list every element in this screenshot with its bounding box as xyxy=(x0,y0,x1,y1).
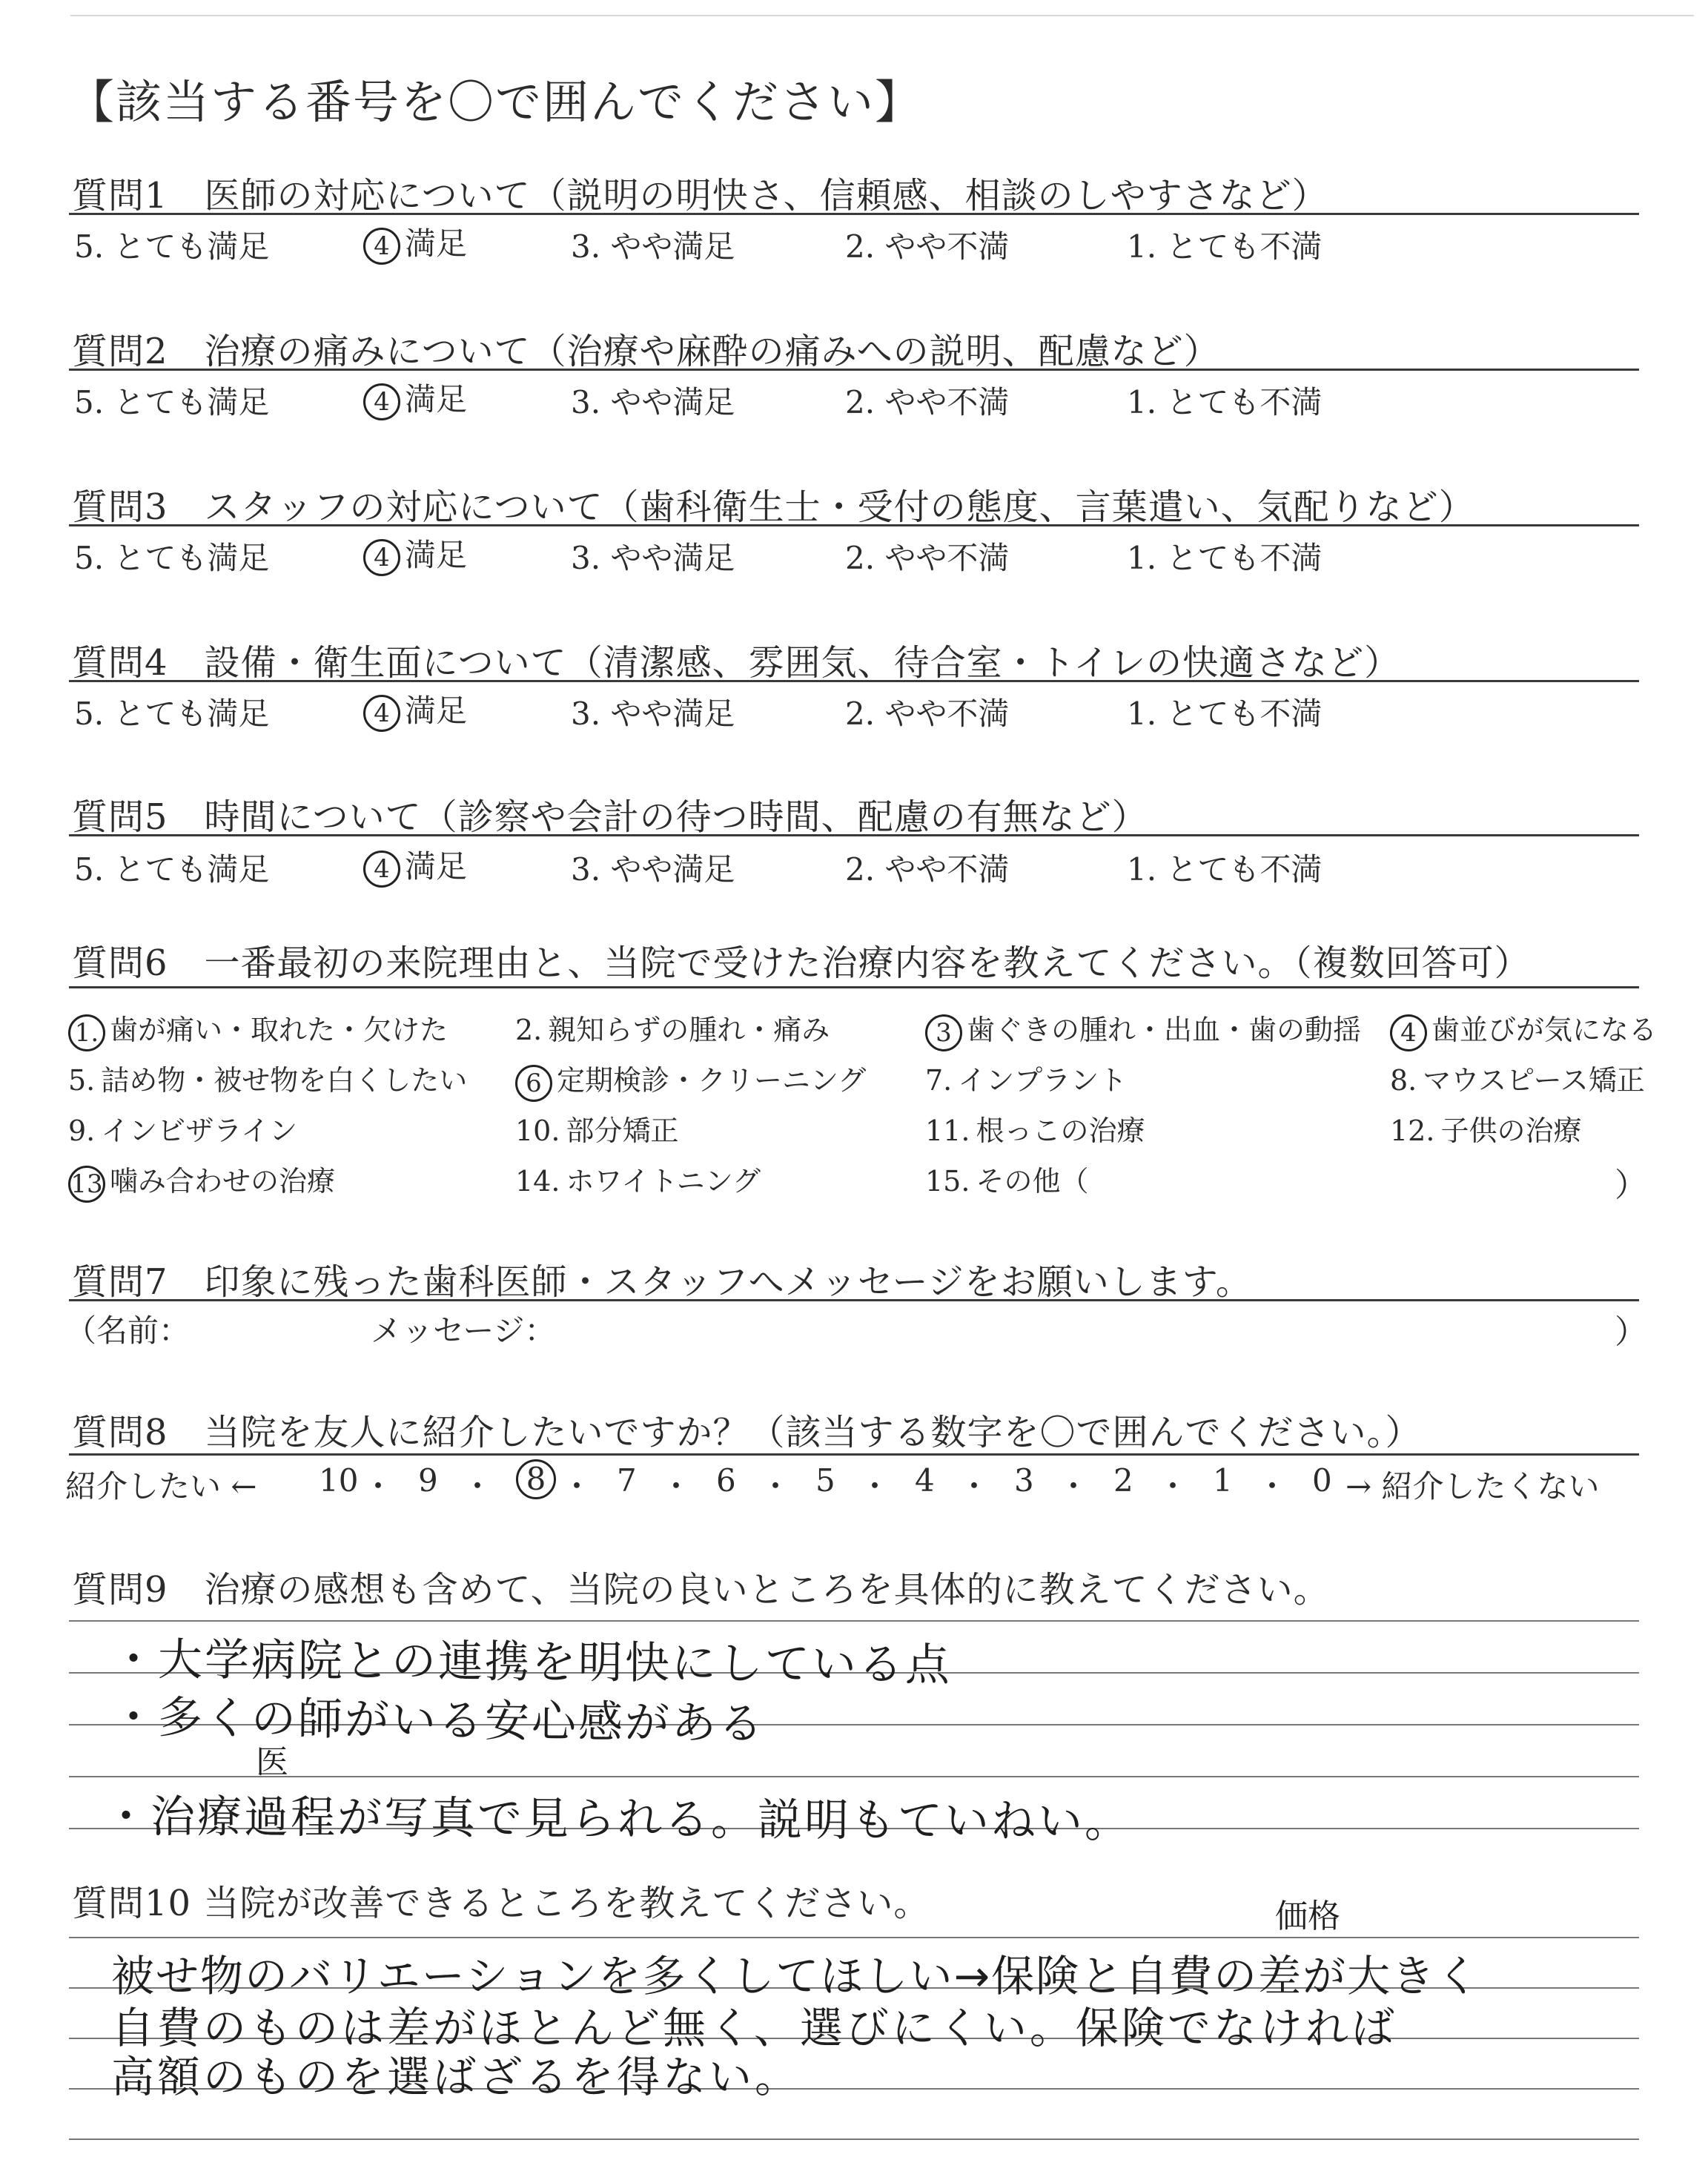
q8-scale-8-selected[interactable]: 8 xyxy=(516,1459,556,1499)
q6-option-1-selected[interactable] xyxy=(68,1007,448,1051)
q10-annotation: 価格 xyxy=(1275,1898,1340,1935)
q8-scale-4[interactable]: 4 xyxy=(915,1462,935,1499)
q2-option-3[interactable]: 3. やや満足 xyxy=(571,384,735,420)
q6-option-12[interactable] xyxy=(1390,1108,1581,1149)
q6-option-3-selected[interactable] xyxy=(925,1007,1361,1051)
q6-rule xyxy=(69,986,1639,988)
q7-name-label: （名前： xyxy=(65,1312,191,1349)
q8-scale-separator: ・ xyxy=(1257,1468,1288,1505)
q6-option-6-selected[interactable] xyxy=(515,1057,866,1102)
q4-rule xyxy=(69,680,1639,682)
option-label: 歯ぐきの腫れ・出血・歯の動揺 xyxy=(967,1014,1362,1046)
selection-circle: 4 xyxy=(363,383,400,420)
q4-option-4-selected[interactable] xyxy=(363,687,467,732)
q10-answer-1: 被せ物のバリエーションを多くしてほしい→保険と自費の差が大きく xyxy=(111,1951,1481,2001)
q9-answer-1: ・大学病院との連携を明快にしている点 xyxy=(110,1634,953,1691)
q6-option-7[interactable] xyxy=(925,1057,1127,1098)
q8-scale-2[interactable]: 2 xyxy=(1113,1462,1133,1499)
page-title: 【該当する番号を〇で囲んでください】 xyxy=(68,75,923,129)
q3-heading: 質問3 スタッフの対応について（歯科衛生士・受付の態度、言葉遣い、気配りなど） xyxy=(72,486,1475,528)
q5-heading: 質問5 時間について（診察や会計の待つ時間、配慮の有無など） xyxy=(72,796,1148,838)
top-border xyxy=(70,15,1694,16)
option-label: インプラント xyxy=(958,1064,1128,1097)
option-number: 8. xyxy=(1390,1064,1417,1097)
q2-option-5[interactable]: 5. とても満足 xyxy=(74,384,270,420)
q6-other-close: ） xyxy=(1615,1166,1647,1204)
q2-heading: 質問2 治療の痛みについて（治療や麻酔の痛みへの説明、配慮など） xyxy=(72,331,1220,372)
option-number: 12. xyxy=(1390,1114,1435,1147)
q8-scale-9[interactable]: 9 xyxy=(418,1462,438,1499)
option-number: 5. xyxy=(68,1064,96,1097)
q5-option-2[interactable]: 2. やや不満 xyxy=(845,851,1010,888)
q5-rule xyxy=(69,834,1639,836)
option-label: その他（ xyxy=(976,1165,1089,1198)
q8-scale-separator: ・ xyxy=(859,1468,891,1505)
q7-rule xyxy=(69,1299,1639,1301)
option-label: 噛み合わせの治療 xyxy=(110,1165,336,1198)
option-label: 定期検診・クリーニング xyxy=(557,1064,867,1097)
option-number: 11. xyxy=(925,1114,970,1147)
q7-message-label: メッセージ： xyxy=(371,1312,556,1349)
option-label: 満足 xyxy=(405,225,468,262)
q6-option-10[interactable] xyxy=(515,1108,678,1149)
q3-option-5[interactable]: 5. とても満足 xyxy=(74,540,270,576)
q6-option-15[interactable] xyxy=(925,1158,1088,1199)
q6-option-14[interactable] xyxy=(515,1158,761,1199)
selection-circle: 1. xyxy=(68,1014,105,1051)
q5-option-4-selected[interactable] xyxy=(363,842,467,888)
q1-option-3[interactable]: 3. やや満足 xyxy=(571,228,735,265)
selection-circle: 4 xyxy=(363,539,400,576)
q1-option-4-selected[interactable] xyxy=(363,219,467,265)
selection-circle: 4 xyxy=(363,228,400,265)
q7-close: ） xyxy=(1615,1313,1647,1351)
q5-option-5[interactable]: 5. とても満足 xyxy=(74,851,270,888)
q2-option-1[interactable]: 1. とても不満 xyxy=(1127,384,1323,420)
q8-scale-1[interactable]: 1 xyxy=(1213,1462,1233,1499)
q6-option-13-selected[interactable] xyxy=(68,1158,335,1203)
q6-option-11[interactable] xyxy=(925,1108,1145,1149)
selection-circle: 6 xyxy=(515,1065,552,1102)
option-number: 10. xyxy=(515,1114,560,1147)
option-label: インビザライン xyxy=(101,1114,298,1147)
q9-heading: 質問9 治療の感想も含めて、当院の良いところを具体的に教えてください。 xyxy=(72,1569,1330,1611)
q5-option-3[interactable]: 3. やや満足 xyxy=(571,851,735,888)
q8-scale-3[interactable]: 3 xyxy=(1014,1462,1034,1499)
option-number: 2. xyxy=(515,1014,543,1046)
q8-left-label: 紹介したい ← xyxy=(65,1468,257,1505)
option-label: 満足 xyxy=(405,537,468,573)
q3-option-3[interactable]: 3. やや満足 xyxy=(571,540,735,576)
option-label: 詰め物・被せ物を白くしたい xyxy=(101,1064,468,1097)
option-label: 歯並びが気になる xyxy=(1431,1014,1658,1046)
q7-heading: 質問7 印象に残った歯科医師・スタッフへメッセージをお願いします。 xyxy=(72,1261,1252,1303)
selection-circle: 4 xyxy=(363,695,400,732)
option-number: 9. xyxy=(68,1114,96,1147)
option-number: 15. xyxy=(925,1165,970,1198)
option-label: 満足 xyxy=(405,693,468,729)
q1-option-5[interactable]: 5. とても満足 xyxy=(74,228,270,265)
q5-option-1[interactable]: 1. とても不満 xyxy=(1127,851,1323,888)
q6-option-2[interactable] xyxy=(515,1007,830,1048)
q8-scale-separator: ・ xyxy=(959,1468,990,1505)
q2-option-2[interactable]: 2. やや不満 xyxy=(845,384,1010,420)
q4-option-1[interactable]: 1. とても不満 xyxy=(1127,696,1323,732)
q9-line-1 xyxy=(69,1620,1639,1622)
q6-option-9[interactable] xyxy=(68,1108,297,1149)
q2-rule xyxy=(69,369,1639,371)
q2-option-4-selected[interactable] xyxy=(363,375,467,420)
q3-rule xyxy=(69,524,1639,526)
q8-scale-10[interactable]: 10 xyxy=(319,1462,359,1499)
option-label: 満足 xyxy=(405,381,468,417)
q8-scale-separator: ・ xyxy=(760,1468,792,1505)
q10-line-1 xyxy=(69,1937,1639,1938)
q4-heading: 質問4 設備・衛生面について（清潔感、雰囲気、待合室・トイレの快適さなど） xyxy=(72,642,1401,684)
q4-option-3[interactable]: 3. やや満足 xyxy=(571,696,735,732)
q1-option-1[interactable]: 1. とても不満 xyxy=(1127,228,1323,265)
q6-option-8[interactable] xyxy=(1390,1057,1645,1098)
option-number: 7. xyxy=(925,1064,953,1097)
option-label: マウスピース矯正 xyxy=(1423,1064,1645,1097)
q6-option-5[interactable] xyxy=(68,1057,467,1098)
option-label: 根っこの治療 xyxy=(976,1114,1145,1147)
option-label: 満足 xyxy=(405,848,468,885)
q8-scale-separator: ・ xyxy=(1157,1468,1189,1505)
q4-option-2[interactable]: 2. やや不満 xyxy=(845,696,1010,732)
q10-line-5 xyxy=(69,2138,1639,2140)
q8-scale-separator: ・ xyxy=(462,1468,494,1505)
q6-option-4-selected[interactable] xyxy=(1390,1007,1657,1051)
q1-heading: 質問1 医師の対応について（説明の明快さ、信頼感、相談のしやすさなど） xyxy=(72,175,1328,217)
q4-option-5[interactable]: 5. とても満足 xyxy=(74,696,270,732)
q8-scale-separator: ・ xyxy=(1058,1468,1090,1505)
q8-rule xyxy=(69,1453,1639,1456)
q9-answer-2: ・多くの師がいる安心感がある xyxy=(110,1691,766,1751)
q8-scale-separator: ・ xyxy=(661,1468,692,1505)
q9-line-4 xyxy=(69,1776,1639,1777)
q3-option-1[interactable]: 1. とても不満 xyxy=(1127,540,1323,576)
selection-circle: 3 xyxy=(925,1014,962,1051)
q8-scale-separator: ・ xyxy=(363,1468,394,1505)
option-label: 親知らずの腫れ・痛み xyxy=(548,1014,830,1046)
option-label: 部分矯正 xyxy=(566,1114,679,1147)
q8-scale-7[interactable]: 7 xyxy=(617,1462,637,1499)
q3-option-4-selected[interactable] xyxy=(363,531,467,576)
q10-answer-3: 高額のものを選ばざるを得ない。 xyxy=(111,2052,801,2102)
q10-heading: 質問10 当院が改善できるところを教えてください。 xyxy=(72,1883,930,1924)
selection-circle: 4 xyxy=(363,851,400,888)
selection-circle: 4 xyxy=(1390,1014,1427,1051)
q8-scale-6[interactable]: 6 xyxy=(716,1462,736,1499)
q8-heading: 質問8 当院を友人に紹介したいですか？（該当する数字を〇で囲んでください。） xyxy=(72,1412,1422,1453)
q8-scale-5[interactable]: 5 xyxy=(815,1462,835,1499)
option-label: 歯が痛い・取れた・欠けた xyxy=(110,1014,448,1046)
option-label: 子供の治療 xyxy=(1440,1114,1582,1147)
q9-answer-correction: 医 xyxy=(256,1743,288,1781)
q9-answer-3: ・治療過程が写真で見られる。説明もていねい。 xyxy=(103,1791,1132,1849)
q8-right-label: → 紹介したくない xyxy=(1345,1468,1600,1505)
q10-answer-2: 自費のものは差がほとんど無く、選びにくい。保険でなければ xyxy=(111,2003,1397,2053)
q1-option-2[interactable]: 2. やや不満 xyxy=(845,228,1010,265)
selection-circle: 13 xyxy=(68,1166,105,1203)
q8-scale-separator: ・ xyxy=(561,1468,593,1505)
q8-scale-0[interactable]: 0 xyxy=(1312,1462,1332,1499)
option-number: 14. xyxy=(515,1165,560,1198)
q1-rule xyxy=(69,213,1639,215)
q3-option-2[interactable]: 2. やや不満 xyxy=(845,540,1010,576)
option-label: ホワイトニング xyxy=(566,1165,761,1198)
q6-heading: 質問6 一番最初の来院理由と、当院で受けた治療内容を教えてください。（複数回答可） xyxy=(72,942,1531,984)
